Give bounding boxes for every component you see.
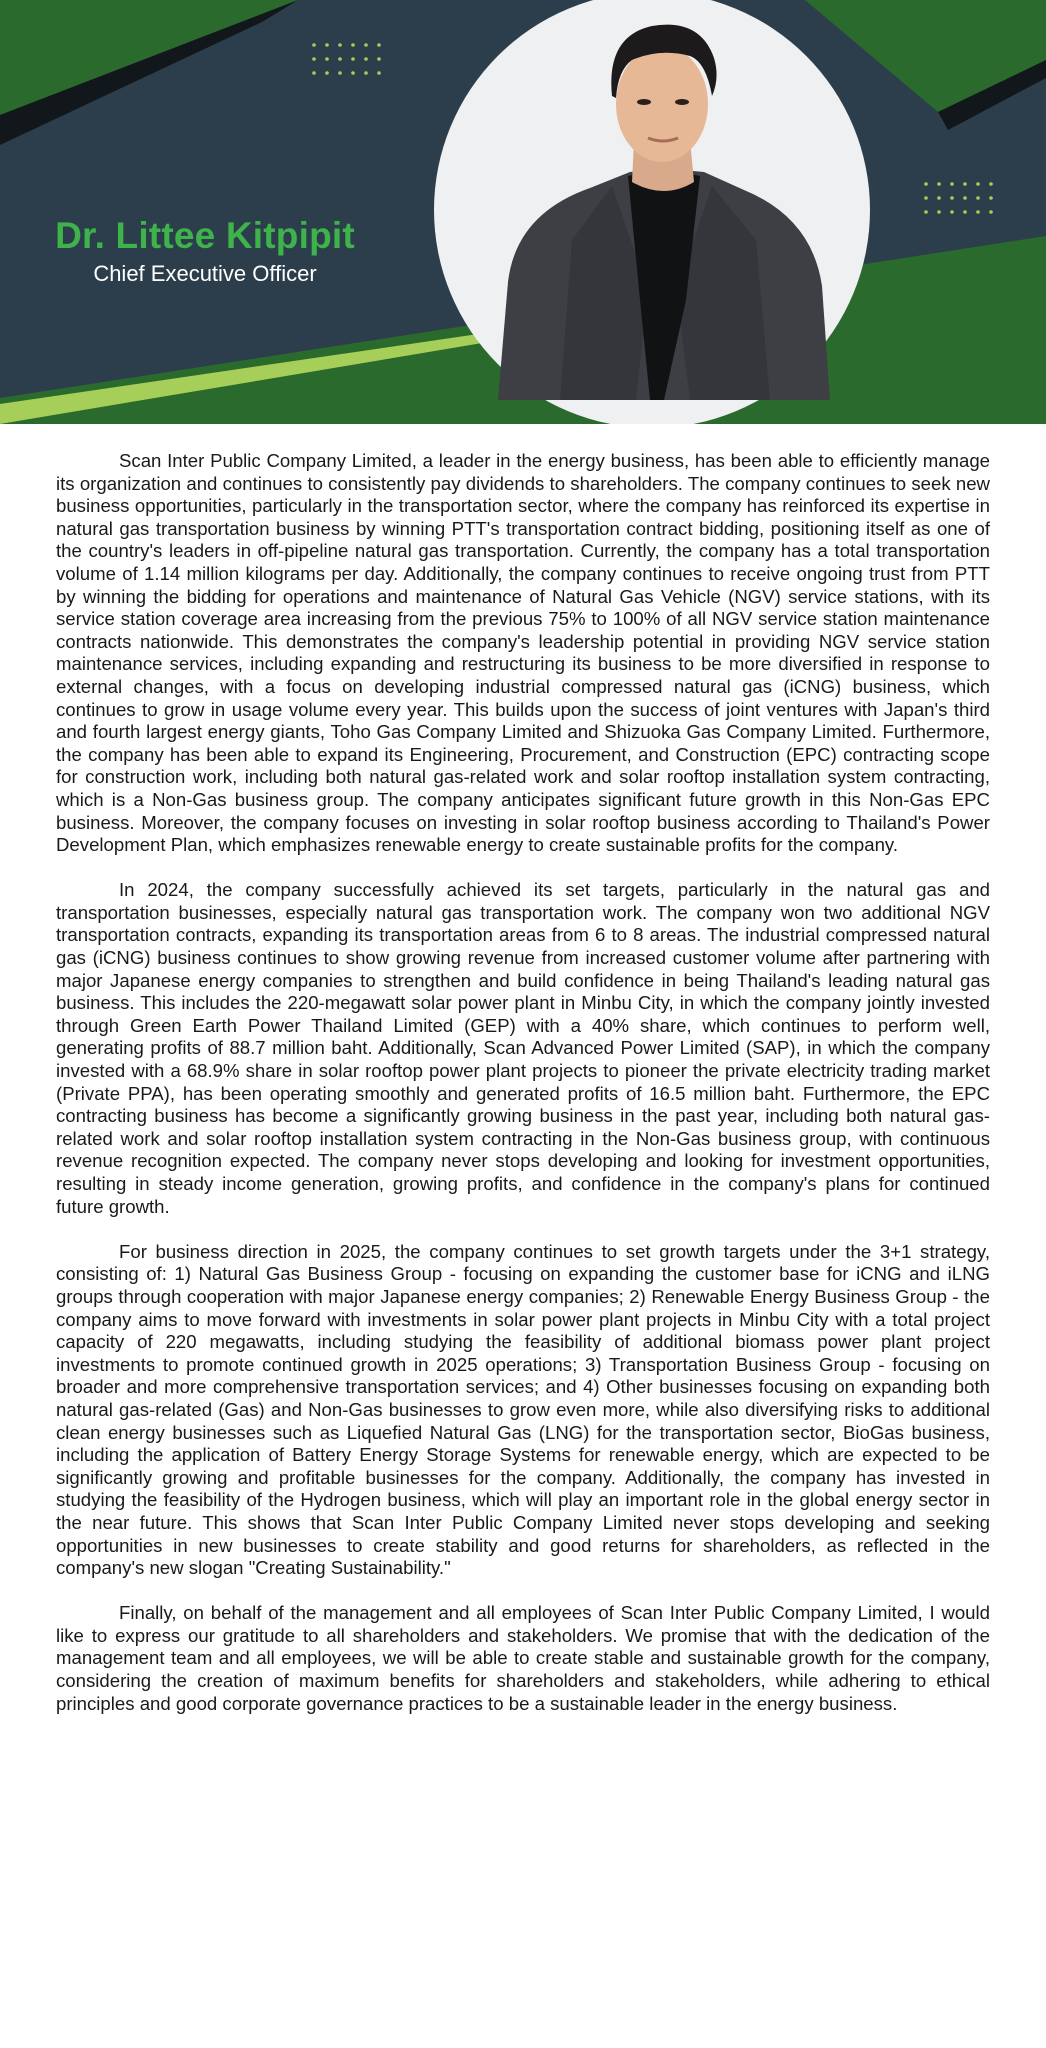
ceo-header-banner [0, 0, 1046, 424]
paragraph-4: Finally, on behalf of the management and all employees of Scan Inter Public Company Limited, I would like to express our gratitude to all shareholders and stakeholders. We promise that with the dedication of the management team and all employees, we will be able to create stable and sustainable growth for the company, considering the creation of maximum benefits for shareholders and stakeholders, while adhering to ethical principles and good corporate governance practices to be a sustainable leader in the energy business. [56, 1602, 990, 1714]
message-body [56, 450, 990, 1738]
paragraph-3: For business direction in 2025, the company continues to set growth targets under the 3+1 strategy, consisting of: 1) Natural Gas Business Group - focusing on expanding the customer base for iCNG and iLNG groups through cooperation with major Japanese energy companies; 2) Renewable Energy Business Group - the company aims to move forward with investments in solar power plant projects in Minbu City with a total project capacity of 220 megawatts, including studying the feasibility of additional biomass power plant project investments to promote continued growth in 2025 operations; 3) Transportation Business Group - focusing on broader and more comprehensive transportation services; and 4) Other businesses focusing on expanding both natural gas-related (Gas) and Non-Gas businesses to grow even more, while also diversifying risks to additional clean energy businesses such as Liquefied Natural Gas (LNG) for the transportation sector, BioGas business, including the application of Battery Energy Storage Systems for renewable energy, which are expected to be significantly growing and profitable businesses for the company. Additionally, the company has invested in studying the feasibility of the Hydrogen business, which will play an important role in the global energy sector in the near future. This shows that Scan Inter Public Company Limited never stops developing and seeking opportunities in new businesses to create stability and good returns for shareholders, as reflected in the company's new slogan "Creating Sustainability." [56, 1240, 990, 1579]
ceo-name: Dr. Littee Kitpipit [55, 215, 355, 256]
paragraph-2: In 2024, the company successfully achieved its set targets, particularly in the natural gas and transportation businesses, especially natural gas transportation work. The company won two additional NGV transportation contracts, expanding its transportation areas from 6 to 8 areas. The industrial compressed natural gas (iCNG) business continues to show growing revenue from increased customer volume after partnering with major Japanese energy companies to strengthen and build confidence in being Thailand's leading natural gas business. This includes the 220-megawatt solar power plant in Minbu City, in which the company jointly invested through Green Earth Power Thailand Limited (GEP) with a 40% share, which continues to perform well, generating profits of 88.7 million baht. Additionally, Scan Advanced Power Limited (SAP), in which the company invested with a 68.9% share in solar rooftop power plant projects to pioneer the private electricity trading market (Private PPA), has been operating smoothly and generated profits of 16.5 million baht. Furthermore, the EPC contracting business has become a significantly growing business in the past year, including both natural gas-related work and solar rooftop installation system contracting in the Non-Gas business group, with continuous revenue recognition expected. The company never stops developing and looking for investment opportunities, resulting in steady income generation, growing profits, and confidence in the company's plans for continued future growth. [56, 879, 990, 1217]
ceo-name-block [0, 214, 410, 288]
header-background-graphic [0, 0, 1046, 424]
paragraph-1: Scan Inter Public Company Limited, a leader in the energy business, has been able to efficiently manage its organization and continues to consistently pay dividends to shareholders. The company continues to seek new business opportunities, particularly in the transportation sector, where the company has reinforced its expertise in natural gas transportation business by winning PTT's transportation contract bidding, positioning itself as one of the country's leaders in off-pipeline natural gas transportation. Currently, the company has a total transportation volume of 1.14 million kilograms per day. Additionally, the company continues to receive ongoing trust from PTT by winning the bidding for operations and maintenance of Natural Gas Vehicle (NGV) service stations, with its service station coverage area increasing from the previous 75% to 100% of all NGV service station maintenance contracts nationwide. This demonstrates the company's leadership potential in providing NGV service station maintenance services, including expanding and restructuring its business to be more diversified in response to external changes, with a focus on developing industrial compressed natural gas (iCNG) business, which continues to grow in usage volume every year. This builds upon the success of joint ventures with Japan's third and fourth largest energy giants, Toho Gas Company Limited and Shizuoka Gas Company Limited. Furthermore, the company has been able to expand its Engineering, Procurement, and Construction (EPC) contracting scope for construction work, including both natural gas-related work and solar rooftop installation system contracting, which is a Non-Gas business group. The company anticipates significant future growth in this Non-Gas EPC business. Moreover, the company focuses on investing in solar rooftop business according to Thailand's Power Development Plan, which emphasizes renewable energy to create sustainable profits for the company. [56, 450, 990, 856]
ceo-title: Chief Executive Officer [93, 261, 317, 286]
